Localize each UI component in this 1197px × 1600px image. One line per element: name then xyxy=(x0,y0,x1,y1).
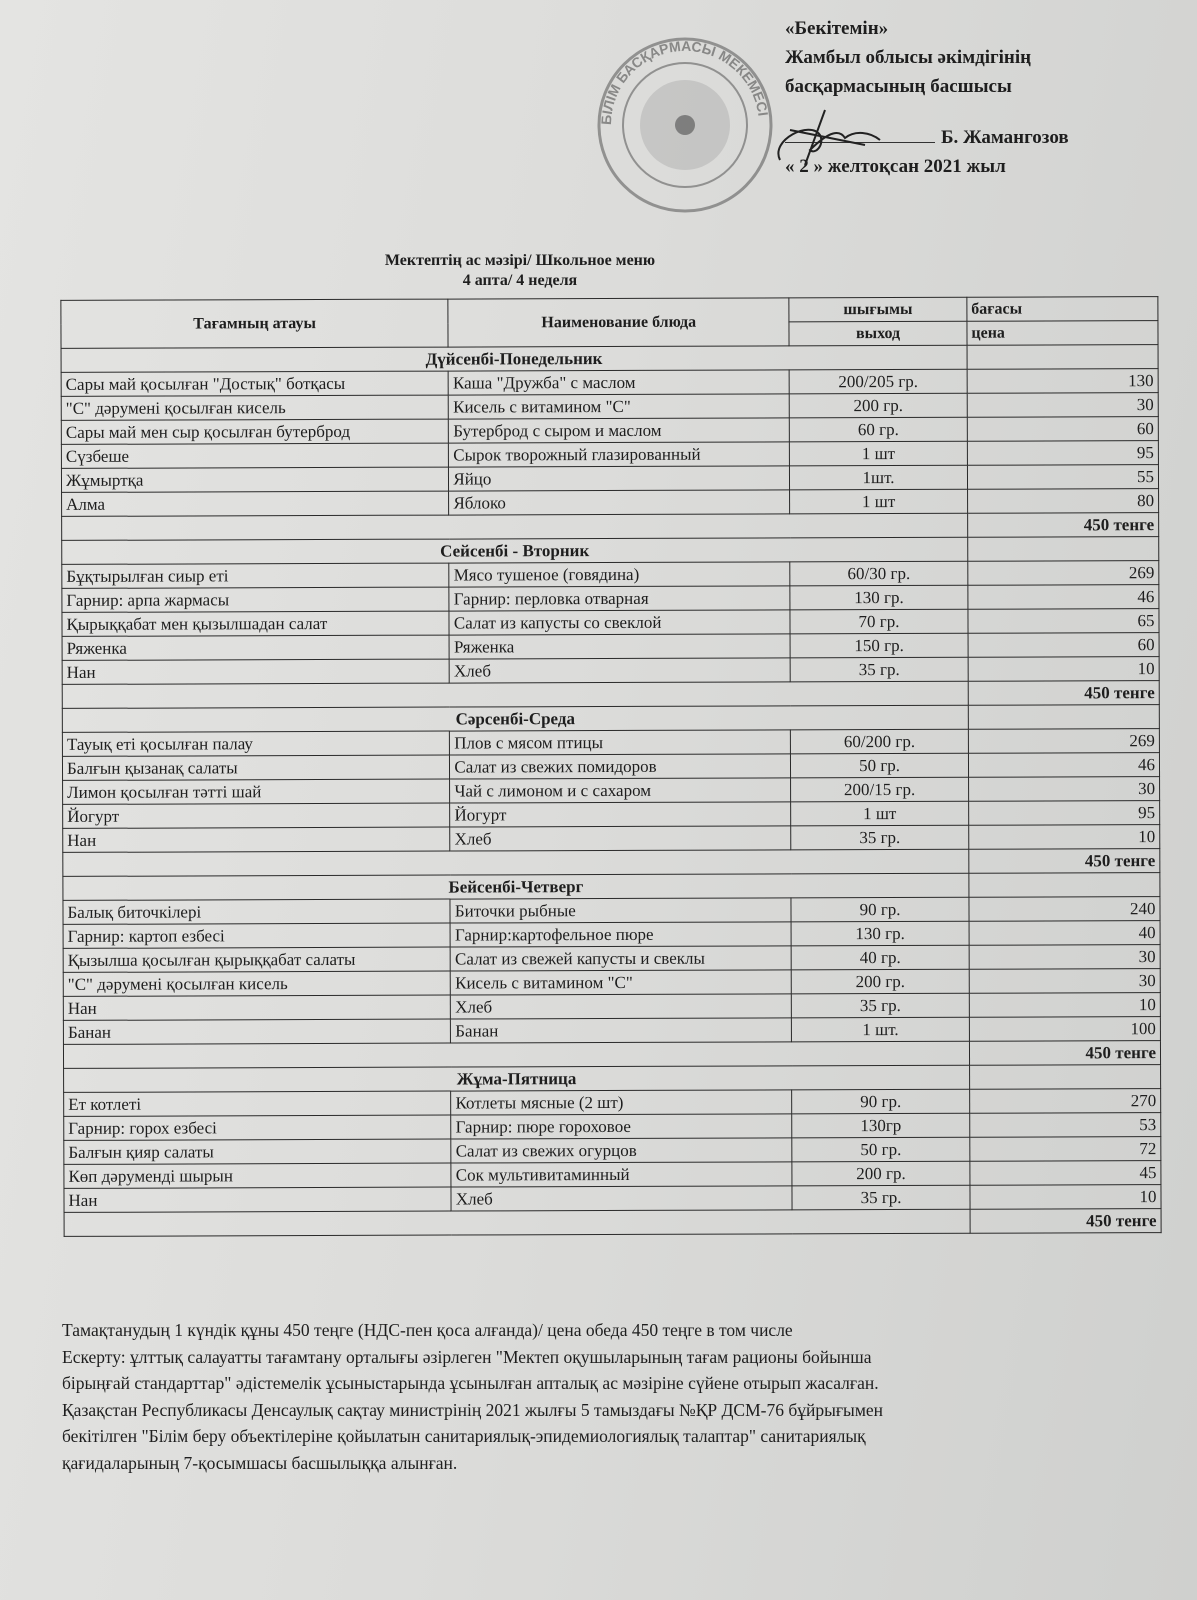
menu-table xyxy=(60,296,1161,1237)
note-line: Тамақтанудың 1 күндік құны 450 теңге (НДС-пен қоса алғанда)/ цена обеда 450 теңге в том числе xyxy=(62,1320,793,1340)
dish-name-ru: Хлеб xyxy=(451,1186,792,1211)
dish-name-ru: Яблоко xyxy=(449,490,790,515)
dish-price: 60 xyxy=(967,417,1158,442)
empty-cell xyxy=(62,681,968,708)
dish-name-kz: Нан xyxy=(63,995,450,1020)
dish-name-kz: Нан xyxy=(64,1187,451,1212)
day-title: Сейсенбі - Вторник xyxy=(62,537,968,564)
dish-name-kz: Жұмыртқа xyxy=(61,467,448,492)
dish-price: 95 xyxy=(968,801,1159,826)
dish-yield: 35 гр. xyxy=(790,657,968,682)
dish-price: 269 xyxy=(968,561,1159,586)
dish-name-ru: Гарнир:картофельное пюре xyxy=(450,922,791,947)
dish-name-kz: Йогурт xyxy=(63,803,450,828)
approver-title-line1: Жамбыл облысы әкімдігінің xyxy=(785,47,1032,68)
dish-price: 46 xyxy=(968,753,1159,778)
dish-name-ru: Ряженка xyxy=(449,634,790,659)
dish-yield: 1 шт. xyxy=(792,1017,970,1042)
dish-name-ru: Йогурт xyxy=(450,802,791,827)
empty-cell xyxy=(967,345,1158,370)
dish-price: 45 xyxy=(970,1161,1161,1186)
dish-price: 55 xyxy=(967,465,1158,490)
day-total-row xyxy=(64,1209,1161,1237)
note-line: бірыңғай стандарттар" әдістемелік ұсыныстарында ұсынылған апталық ас мәзіріне сүйене отырып жасалған. xyxy=(62,1373,879,1393)
dish-yield: 50 гр. xyxy=(792,1137,970,1162)
dish-price: 10 xyxy=(968,657,1159,682)
day-total: 450 тенге xyxy=(969,1041,1160,1066)
dish-price: 65 xyxy=(968,609,1159,634)
dish-name-kz: Бұқтырылған сиыр еті xyxy=(62,563,449,588)
dish-price: 10 xyxy=(969,993,1160,1018)
dish-name-ru: Кисель с витамином "С" xyxy=(449,394,790,419)
dish-yield: 200 гр. xyxy=(791,969,969,994)
dish-price: 72 xyxy=(970,1137,1161,1162)
dish-price: 30 xyxy=(969,945,1160,970)
dish-name-kz: Ряженка xyxy=(62,635,449,660)
empty-cell xyxy=(63,1041,969,1068)
dish-yield: 1 шт xyxy=(790,441,968,466)
dish-price: 130 xyxy=(967,369,1158,394)
dish-price: 60 xyxy=(968,633,1159,658)
dish-name-ru: Банан xyxy=(451,1018,792,1043)
dish-price: 10 xyxy=(970,1185,1161,1210)
dish-price: 95 xyxy=(967,441,1158,466)
svg-text:БІЛІМ БАСҚАРМАСЫ МЕКЕМЕСІ: БІЛІМ БАСҚАРМАСЫ МЕКЕМЕСІ xyxy=(597,37,772,126)
menu-week: 4 апта/ 4 неделя xyxy=(462,272,578,289)
dish-name-kz: Гарнир: горох езбесі xyxy=(64,1115,451,1140)
empty-cell xyxy=(62,513,968,540)
dish-yield: 35 гр. xyxy=(792,1185,970,1210)
approval-date: « 2 » желтоқсан 2021 жыл xyxy=(785,156,1006,177)
handwritten-signature xyxy=(770,100,900,170)
dish-name-kz: Гарнир: картоп езбесі xyxy=(63,923,450,948)
dish-name-ru: Чай с лимоном и с сахаром xyxy=(450,778,791,803)
note-line: Қазақстан Республикасы Денсаулық сақтау министрінің 2021 жылғы 5 тамыздағы №ҚР ДСМ-76 бұйрығымен xyxy=(62,1399,884,1420)
day-total: 450 тенге xyxy=(970,1209,1161,1234)
header-price-ru: цена xyxy=(967,321,1158,346)
dish-name-ru: Сок мультивитаминный xyxy=(451,1162,792,1187)
dish-name-ru: Салат из капусты со свеклой xyxy=(449,610,790,635)
dish-price: 100 xyxy=(969,1017,1160,1042)
dish-yield: 1 шт xyxy=(791,801,969,826)
dish-yield: 200 гр. xyxy=(792,1161,970,1186)
day-total: 450 тенге xyxy=(968,681,1159,706)
dish-name-ru: Каша "Дружба" с маслом xyxy=(448,370,789,395)
dish-yield: 40 гр. xyxy=(791,945,969,970)
dish-price: 53 xyxy=(970,1113,1161,1138)
note-line: Ескерту: ұлттық салауатты тағамтану орталығы әзірлеген "Мектеп оқушыларының тағам рационы бойынша xyxy=(62,1346,872,1367)
day-total: 450 тенге xyxy=(969,849,1160,874)
day-title: Сәрсенбі-Среда xyxy=(62,705,968,732)
dish-name-kz: Лимон қосылған тәтті шай xyxy=(63,779,450,804)
dish-yield: 150 гр. xyxy=(790,633,968,658)
dish-name-ru: Хлеб xyxy=(449,658,790,683)
menu-title: Мектептің ас мәзірі/ Школьное меню xyxy=(384,252,656,269)
dish-name-ru: Салат из свежей капусты и свеклы xyxy=(450,946,791,971)
dish-yield: 50 гр. xyxy=(791,753,969,778)
dish-name-kz: Ет котлеті xyxy=(64,1091,451,1116)
dish-name-kz: Балғын қияр салаты xyxy=(64,1139,451,1164)
dish-yield: 200/205 гр. xyxy=(789,369,967,394)
day-title: Жұма-Пятница xyxy=(64,1065,970,1092)
dish-name-ru: Гарнир: пюре гороховое xyxy=(451,1114,792,1139)
header-price-kz: бағасы xyxy=(967,297,1158,322)
dish-price: 10 xyxy=(969,825,1160,850)
dish-name-kz: Көп дәрумендi шырын xyxy=(64,1163,451,1188)
header-name-ru: Наименование блюда xyxy=(448,298,789,347)
day-title: Бейсенбі-Четверг xyxy=(63,873,969,900)
empty-cell xyxy=(64,1209,970,1236)
day-title: Дүйсенбі-Понедельник xyxy=(61,345,967,372)
dish-name-kz: Сүзбеше xyxy=(61,443,448,468)
header-name-kz: Тағамның атауы xyxy=(61,299,449,348)
dish-yield: 130 гр. xyxy=(790,585,968,610)
dish-name-ru: Салат из свежих огурцов xyxy=(451,1138,792,1163)
dish-name-kz: Нан xyxy=(63,827,450,852)
dish-yield: 1шт. xyxy=(790,465,968,490)
empty-cell xyxy=(969,873,1160,898)
dish-price: 46 xyxy=(968,585,1159,610)
dish-name-ru: Хлеб xyxy=(451,994,792,1019)
official-stamp xyxy=(595,35,775,215)
approved-label: «Бекітемін» xyxy=(785,18,889,39)
dish-name-ru: Мясо тушеное (говядина) xyxy=(449,562,790,587)
dish-yield: 200/15 гр. xyxy=(791,777,969,802)
dish-name-kz: Нан xyxy=(62,659,449,684)
dish-name-ru: Салат из свежих помидоров xyxy=(450,754,791,779)
dish-name-kz: Балық биточкілері xyxy=(63,899,450,924)
dish-name-kz: Гарнир: арпа жармасы xyxy=(62,587,449,612)
header-yield-ru: выход xyxy=(789,321,967,346)
dish-yield: 130 гр. xyxy=(791,921,969,946)
notes xyxy=(62,1317,1162,1476)
dish-name-kz: "С" дәрумені қосылған кисель xyxy=(63,971,450,996)
dish-name-kz: Балғын қызанақ салаты xyxy=(62,755,449,780)
dish-name-kz: Банан xyxy=(63,1019,450,1044)
dish-name-kz: Алма xyxy=(62,491,449,516)
dish-yield: 60/30 гр. xyxy=(790,561,968,586)
dish-name-ru: Плов с мясом птицы xyxy=(450,730,791,755)
note-line: бекітілген "Білім беру объектілеріне қойылатын санитариялық-эпидемиологиялық талаптар" санитариялық xyxy=(62,1426,866,1446)
dish-yield: 35 гр. xyxy=(792,993,970,1018)
dish-name-ru: Кисель с витамином "С" xyxy=(451,970,792,995)
dish-price: 30 xyxy=(968,777,1159,802)
dish-price: 30 xyxy=(967,393,1158,418)
header-yield-kz: шығымы xyxy=(789,297,967,322)
dish-price: 269 xyxy=(968,729,1159,754)
empty-cell xyxy=(969,1065,1160,1090)
dish-name-ru: Гарнир: перловка отварная xyxy=(449,586,790,611)
dish-name-ru: Хлеб xyxy=(450,826,791,851)
dish-name-kz: Сары май қосылған "Достық" ботқасы xyxy=(61,371,448,396)
empty-cell xyxy=(968,537,1159,562)
dish-name-kz: Тауық еті қосылған палау xyxy=(62,731,449,756)
dish-yield: 60/200 гр. xyxy=(791,729,969,754)
dish-name-kz: Қызылша қосылған қырыққабат салаты xyxy=(63,947,450,972)
dish-name-ru: Яйцо xyxy=(449,466,790,491)
day-total: 450 тенге xyxy=(967,513,1158,538)
approver-title-line2: басқармасының басшысы xyxy=(785,76,1012,97)
dish-price: 40 xyxy=(969,921,1160,946)
empty-cell xyxy=(63,849,969,876)
dish-yield: 35 гр. xyxy=(791,825,969,850)
dish-yield: 1 шт xyxy=(790,489,968,514)
empty-cell xyxy=(968,705,1159,730)
dish-price: 30 xyxy=(969,969,1160,994)
dish-yield: 70 гр. xyxy=(790,609,968,634)
dish-yield: 200 гр. xyxy=(789,393,967,418)
dish-price: 240 xyxy=(969,897,1160,922)
dish-name-ru: Котлеты мясные (2 шт) xyxy=(451,1090,792,1115)
dish-name-kz: "С" дәрумені қосылған кисель xyxy=(61,395,448,420)
dish-yield: 130гр xyxy=(792,1113,970,1138)
dish-name-ru: Сырок творожный глазированный xyxy=(449,442,790,467)
dish-name-ru: Бутерброд с сыром и маслом xyxy=(449,418,790,443)
dish-yield: 90 гр. xyxy=(791,897,969,922)
dish-name-kz: Қырыққабат мен қызылшадан салат xyxy=(62,611,449,636)
dish-yield: 90 гр. xyxy=(792,1089,970,1114)
dish-name-ru: Биточки рыбные xyxy=(450,898,791,923)
signer-name: Б. Жамангозов xyxy=(941,127,1069,148)
dish-price: 80 xyxy=(967,489,1158,514)
dish-price: 270 xyxy=(970,1089,1161,1114)
note-line: қағидаларының 7-қосымшасы басшылыққа алынған. xyxy=(62,1452,458,1473)
dish-name-kz: Сары май мен сыр қосылған бутерброд xyxy=(61,419,448,444)
dish-yield: 60 гр. xyxy=(790,417,968,442)
